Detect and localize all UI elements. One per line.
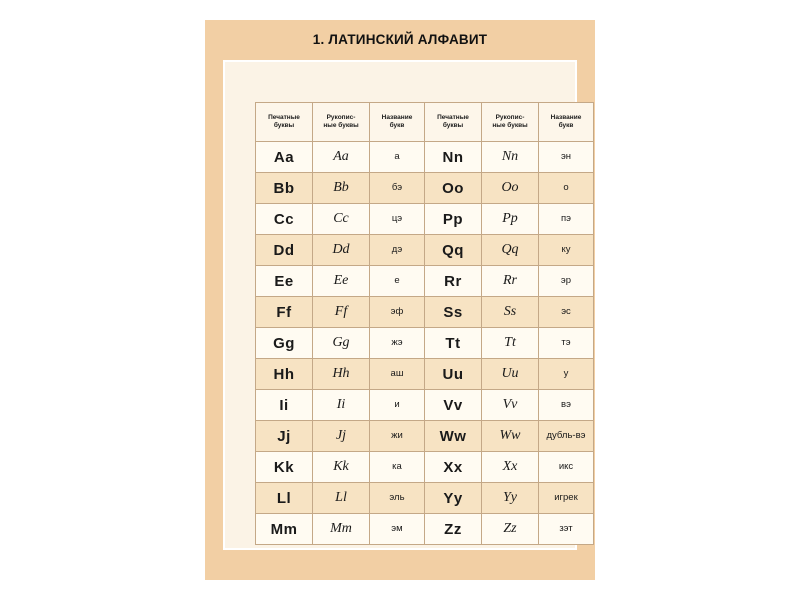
cell-cursive-right: Xx [482,452,539,483]
cell-cursive-left: Ll [313,483,370,514]
cell-cursive-left: Gg [313,328,370,359]
header-letter-names-right [539,103,594,142]
cell-cursive-left: Bb [313,173,370,204]
cell-name-left: бэ [370,173,425,204]
cell-cursive-left: Dd [313,235,370,266]
table-row [256,142,594,173]
cell-name-left: е [370,266,425,297]
cell-name-right: зэт [539,514,594,545]
table-row [256,297,594,328]
table-row [256,328,594,359]
table-row [256,452,594,483]
cell-printed-left: Ll [256,483,313,514]
cell-name-right: о [539,173,594,204]
cell-cursive-left: Hh [313,359,370,390]
cell-printed-right: Nn [425,142,482,173]
cell-printed-left: Ff [256,297,313,328]
cell-cursive-left: Ff [313,297,370,328]
cell-name-left: дэ [370,235,425,266]
cell-cursive-right: Uu [482,359,539,390]
table-row [256,204,594,235]
cell-printed-left: Ii [256,390,313,421]
cell-name-left: аш [370,359,425,390]
header-line-2: букв [558,122,574,129]
table-row [256,483,594,514]
header-line-2: буквы [442,122,464,129]
cell-printed-right: Uu [425,359,482,390]
cell-cursive-right: Oo [482,173,539,204]
cell-cursive-left: Jj [313,421,370,452]
cell-name-left: ка [370,452,425,483]
table-row [256,235,594,266]
cell-printed-left: Jj [256,421,313,452]
poster [205,20,595,580]
cell-cursive-right: Zz [482,514,539,545]
cell-cursive-right: Nn [482,142,539,173]
header-line-1: Название [381,113,413,121]
cell-name-right: эн [539,142,594,173]
header-line-1: Печатные [268,113,300,121]
cell-printed-right: Zz [425,514,482,545]
cell-cursive-left: Kk [313,452,370,483]
cell-name-left: эль [370,483,425,514]
cell-printed-right: Ww [425,421,482,452]
cell-printed-left: Gg [256,328,313,359]
table-row [256,390,594,421]
cell-printed-left: Aa [256,142,313,173]
cell-printed-right: Tt [425,328,482,359]
cell-printed-left: Mm [256,514,313,545]
cell-printed-right: Yy [425,483,482,514]
cell-printed-right: Oo [425,173,482,204]
cell-printed-right: Pp [425,204,482,235]
cell-name-left: эф [370,297,425,328]
header-line-1: Рукопис- [495,113,525,121]
cell-cursive-left: Ii [313,390,370,421]
header-line-2: ные буквы [323,122,359,129]
table-row [256,421,594,452]
cell-name-left: эм [370,514,425,545]
cell-name-left: и [370,390,425,421]
cell-name-left: цэ [370,204,425,235]
cell-printed-left: Hh [256,359,313,390]
cell-name-left: а [370,142,425,173]
cell-name-left: жэ [370,328,425,359]
cell-cursive-left: Cc [313,204,370,235]
cell-cursive-right: Qq [482,235,539,266]
cell-cursive-right: Rr [482,266,539,297]
table-row [256,266,594,297]
cell-printed-right: Rr [425,266,482,297]
table-row [256,173,594,204]
cell-cursive-right: Ss [482,297,539,328]
cell-name-right: пэ [539,204,594,235]
cell-name-right: эс [539,297,594,328]
cell-name-right: дубль-вэ [539,421,594,452]
table-header [256,103,594,142]
cell-cursive-left: Aa [313,142,370,173]
cell-printed-left: Ee [256,266,313,297]
table-body [256,142,594,545]
cell-printed-right: Xx [425,452,482,483]
header-line-2: буквы [273,122,295,129]
cell-name-right: игрек [539,483,594,514]
cell-printed-right: Vv [425,390,482,421]
cell-printed-right: Ss [425,297,482,328]
cell-printed-right: Qq [425,235,482,266]
cell-name-right: вэ [539,390,594,421]
cell-printed-left: Kk [256,452,313,483]
table-header-row [256,103,594,142]
table-row [256,359,594,390]
header-line-1: Название [550,113,582,121]
header-cursive-letters-left [313,103,370,142]
cell-printed-left: Bb [256,173,313,204]
header-letter-names-left [370,103,425,142]
header-printed-letters-left [256,103,313,142]
cell-name-left: жи [370,421,425,452]
header-line-2: букв [389,122,405,129]
cell-cursive-right: Vv [482,390,539,421]
cell-cursive-right: Yy [482,483,539,514]
cell-cursive-left: Mm [313,514,370,545]
cell-cursive-right: Tt [482,328,539,359]
header-printed-letters-right [425,103,482,142]
cell-cursive-right: Ww [482,421,539,452]
header-line-1: Рукопис- [326,113,356,121]
cell-name-right: тэ [539,328,594,359]
cell-printed-left: Dd [256,235,313,266]
cell-printed-left: Cc [256,204,313,235]
cell-name-right: у [539,359,594,390]
header-line-2: ные буквы [492,122,528,129]
cell-name-right: ку [539,235,594,266]
cell-cursive-left: Ee [313,266,370,297]
latin-alphabet-table [255,102,594,545]
cell-cursive-right: Pp [482,204,539,235]
page-title: 1. ЛАТИНСКИЙ АЛФАВИТ [312,32,488,47]
header-line-1: Печатные [437,113,469,121]
cell-name-right: икс [539,452,594,483]
table-row [256,514,594,545]
cell-name-right: эр [539,266,594,297]
header-cursive-letters-right [482,103,539,142]
